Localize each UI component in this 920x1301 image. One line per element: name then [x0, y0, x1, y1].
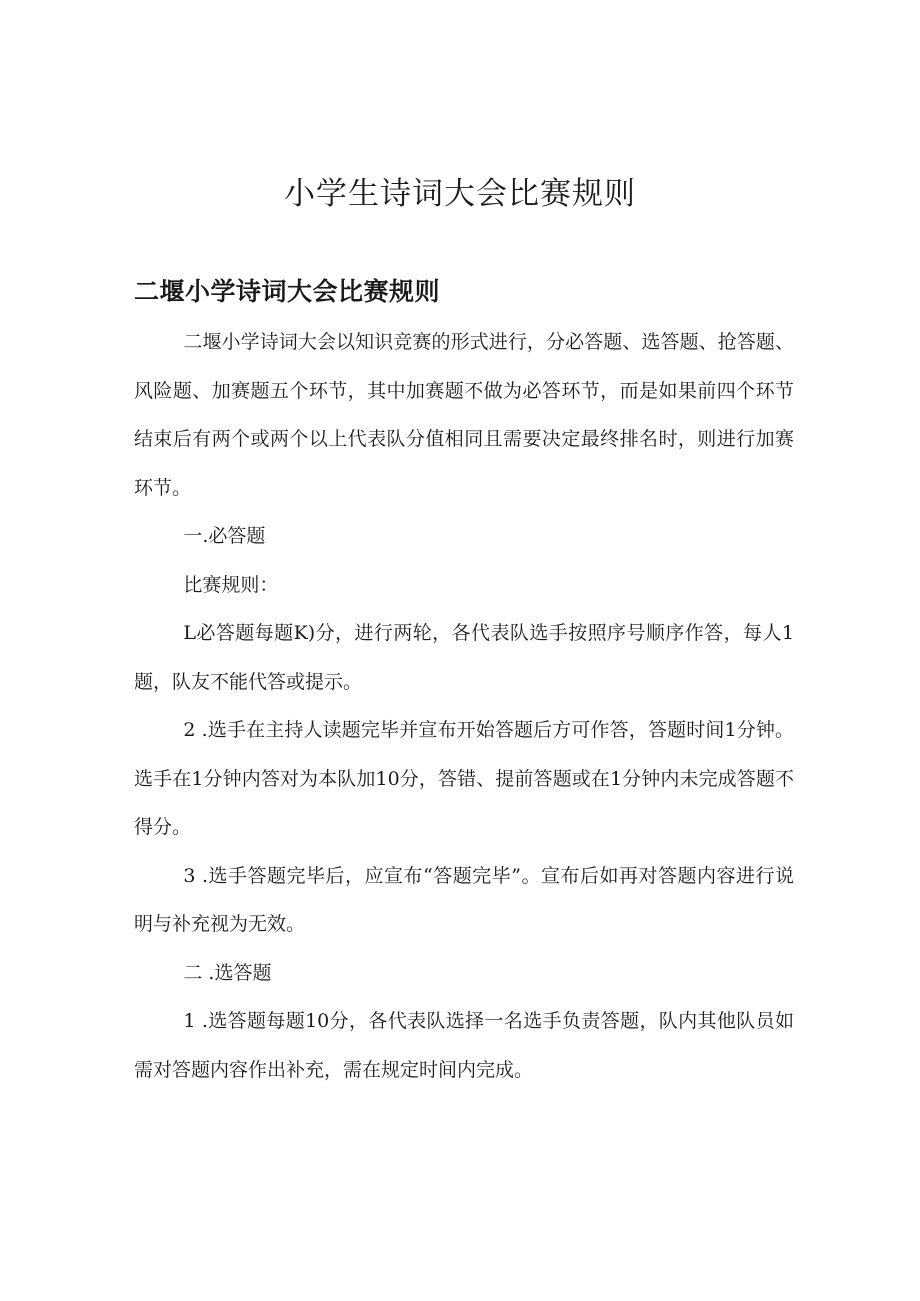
intro-paragraph: 二堰小学诗词大会以知识竞赛的形式进行，分必答题、选答题、抢答题、风险题、加赛题五个环节，其中加赛题不做为必答环节，而是如果前四个环节结束后有两个或两个以上代表队分值相同且需要决定最终排名时，则进行加赛环节。	[134, 331, 794, 499]
section-heading: 二堰小学诗词大会比赛规则	[134, 277, 441, 306]
part1-rule-3: 3 .选手答题完毕后，应宣布“答题完毕”。宣布后如再对答题内容进行说明与补充视为无效。	[134, 864, 794, 935]
part1-rules-label: 比赛规则：	[183, 573, 279, 596]
page-title: 小学生诗词大会比赛规则	[284, 176, 636, 212]
document-body	[134, 318, 794, 1094]
part1-rule-2: 2 .选手在主持人读题完毕并宣布开始答题后方可作答，答题时间1分钟。选手在1分钟内答对为本队加10分，答错、提前答题或在1分钟内未完成答题不得分。	[134, 719, 794, 838]
part1-heading: 一.必答题	[183, 525, 266, 547]
part1-rule-1: L必答题每题K)分，进行两轮，各代表队选手按照序号顺序作答，每人1题，队友不能代答或提示。	[134, 622, 794, 693]
part2-heading: 二 .选答题	[183, 961, 272, 984]
part2-rule-1: 1 .选答题每题10分，各代表队选择一名选手负责答题，队内其他队员如需对答题内容作出补充，需在规定时间内完成。	[134, 1010, 794, 1081]
